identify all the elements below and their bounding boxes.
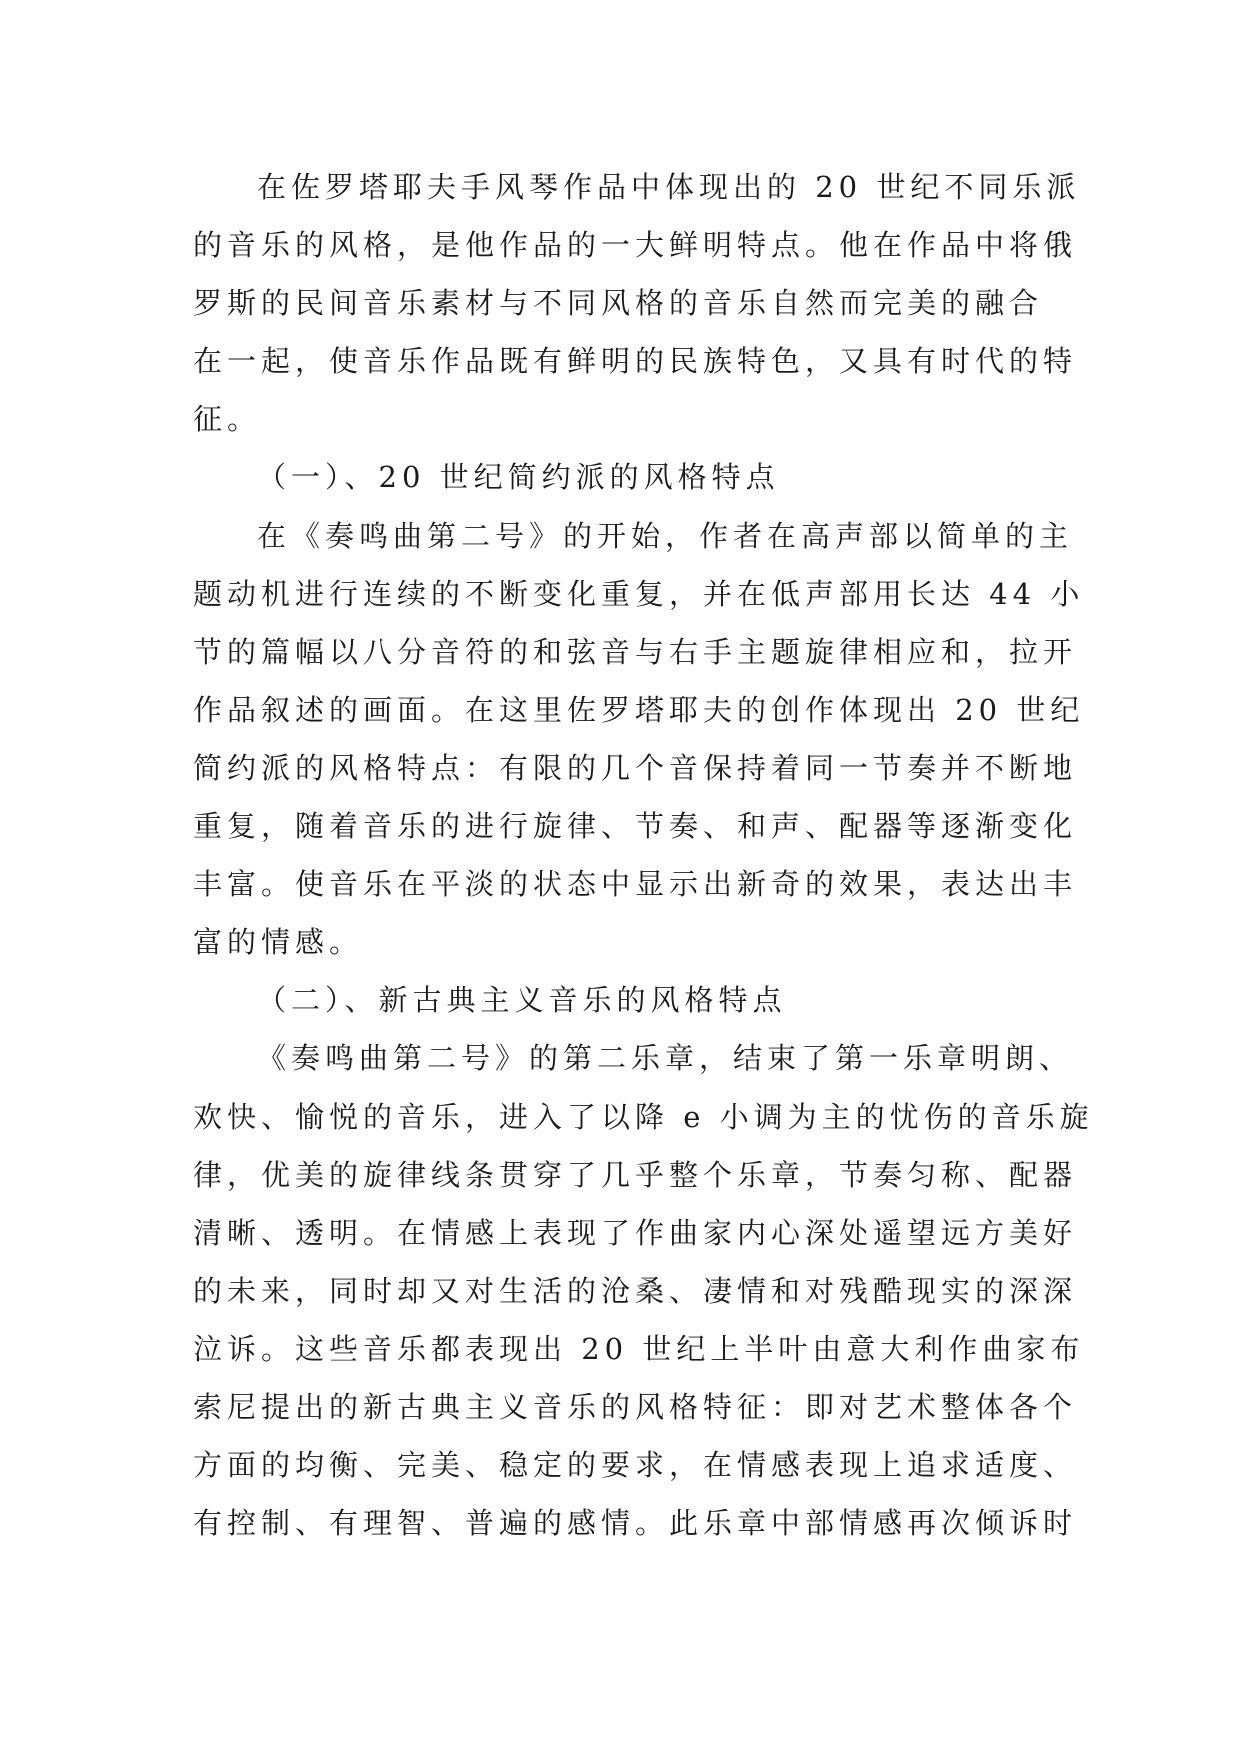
text-line: 重复，随着音乐的进行旋律、节奏、和声、配器等逐渐变化 [193,809,1078,844]
text-line: 泣诉。这些音乐都表现出 20 世纪上半叶由意大利作曲家布 [193,1331,1085,1366]
section-heading-1: （一）、20 世纪简约派的风格特点 [257,460,780,495]
text-line: 的音乐的风格，是他作品的一大鲜明特点。他在作品中将俄 [193,228,1078,263]
paragraph-1 [193,158,1081,448]
paragraph-2 [193,507,1085,972]
text-line: 的未来，同时却又对生活的沧桑、凄情和对残酷现实的深深 [193,1273,1078,1308]
paragraph-3 [193,1029,1094,1552]
text-line: 方面的均衡、完美、稳定的要求，在情感表现上追求适度、 [193,1448,1078,1483]
text-line: 罗斯的民间音乐素材与不同风格的音乐自然而完美的融合 [193,286,1044,321]
text-line: 节的篇幅以八分音符的和弦音与右手主题旋律相应和，拉开 [193,634,1078,669]
text-line: 有控制、有理智、普遍的感情。此乐章中部情感再次倾诉时 [193,1506,1078,1541]
text-line: 征。 [193,402,262,437]
text-line: 丰富。使音乐在平淡的状态中显示出新奇的效果，表达出丰 [193,867,1078,902]
text-line: 欢快、愉悦的音乐，进入了以降 e 小调为主的忧伤的音乐旋 [193,1099,1094,1134]
text-line: 作品叙述的画面。在这里佐罗塔耶夫的创作体现出 20 世纪 [193,692,1085,727]
text-line: 题动机进行连续的不断变化重复，并在低声部用长达 44 小 [193,576,1085,611]
text-line: 《奏鸣曲第二号》的第二乐章，结束了第一乐章明朗、 [257,1041,1074,1076]
text-line: 清晰、透明。在情感上表现了作曲家内心深处遥望远方美好 [193,1215,1078,1250]
body-text [193,158,1094,1552]
text-line: 在《奏鸣曲第二号》的开始，作者在高声部以简单的主 [257,518,1074,553]
text-line: 在佐罗塔耶夫手风琴作品中体现出的 20 世纪不同乐派 [257,170,1081,204]
section-heading-2: （二）、新古典主义音乐的风格特点 [257,983,787,1018]
text-line: 富的情感。 [193,925,364,960]
text-line: 索尼提出的新古典主义音乐的风格特征：即对艺术整体各个 [193,1389,1078,1424]
text-line: 简约派的风格特点：有限的几个音保持着同一节奏并不断地 [193,750,1078,785]
text-line: 在一起，使音乐作品既有鲜明的民族特色，又具有时代的特 [193,344,1078,379]
text-line: 律，优美的旋律线条贯穿了几乎整个乐章，节奏匀称、配器 [193,1157,1078,1192]
